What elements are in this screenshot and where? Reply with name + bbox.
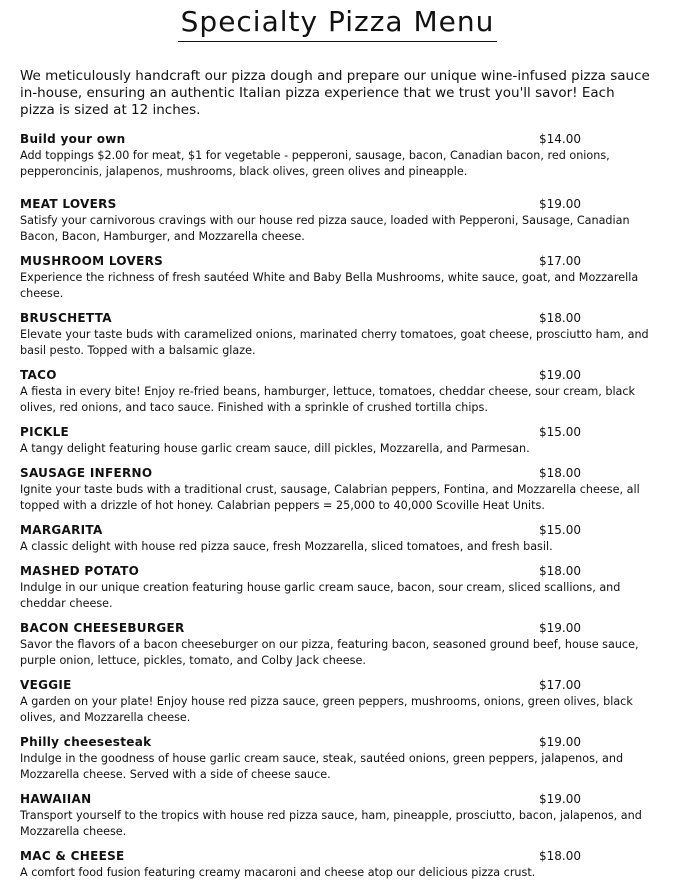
menu-item — [20, 423, 660, 457]
menu-item-name: HAWAIIAN — [20, 792, 92, 806]
menu-item-description: Elevate your taste buds with caramelized onions, marinated cherry tomatoes, goat cheese, prosciutto ham, and basil pesto. Topped with a balsamic glaze. — [20, 328, 649, 357]
menu-item — [20, 619, 660, 669]
menu-item-description: Indulge in our unique creation featuring house garlic cream sauce, bacon, sour cream, sliced scallions, and cheddar cheese. — [20, 581, 621, 610]
menu-item-name: MARGARITA — [20, 523, 103, 537]
menu-item-price: $17.00 — [539, 254, 581, 268]
menu-item-description: Transport yourself to the tropics with house red pizza sauce, ham, pineapple, prosciutto, bacon, jalapenos, and Mozzarella cheese. — [20, 809, 642, 838]
menu-item-price: $14.00 — [539, 132, 581, 146]
menu-item — [20, 847, 660, 881]
menu-item-description: Satisfy your carnivorous cravings with our house red pizza sauce, loaded with Pepperoni, Sausage, Canadian Bacon, Bacon, Hamburger, and Mozzarella cheese. — [20, 214, 630, 243]
menu-item-price: $19.00 — [539, 735, 581, 749]
menu-item-name: MEAT LOVERS — [20, 197, 117, 211]
menu-item-name: Build your own — [20, 132, 126, 146]
menu-item — [20, 521, 660, 555]
menu-item-price: $19.00 — [539, 792, 581, 806]
title-wrap — [0, 4, 675, 42]
menu-item-description: Add toppings $2.00 for meat, $1 for vegetable - pepperoni, sausage, bacon, Canadian bacon, red onions, pepperoncinis, jalapenos, mushrooms, black olives, green olives and pineapple. — [20, 149, 610, 178]
menu-item-description: Indulge in the goodness of house garlic cream sauce, steak, sautéed onions, green peppers, jalapenos, and Mozzarella cheese. Served with a side of cheese sauce. — [20, 752, 624, 781]
menu-item — [20, 309, 660, 359]
menu-item-name: VEGGIE — [20, 678, 72, 692]
menu-item-price: $18.00 — [539, 466, 581, 480]
menu-item-name: MAC & CHEESE — [20, 849, 125, 863]
menu-item — [20, 366, 660, 416]
menu-item-description: A garden on your plate! Enjoy house red pizza sauce, green peppers, mushrooms, onions, green olives, black olives, and Mozzarella cheese. — [20, 695, 633, 724]
menu-item — [20, 676, 660, 726]
menu-item-price: $19.00 — [539, 197, 581, 211]
menu-item-name: BACON CHEESEBURGER — [20, 621, 185, 635]
menu-item — [20, 733, 660, 783]
menu-item-name: BRUSCHETTA — [20, 311, 112, 325]
menu-item-name: SAUSAGE INFERNO — [20, 466, 153, 480]
menu-item-name: MASHED POTATO — [20, 564, 140, 578]
menu-item-description: A fiesta in every bite! Enjoy re-fried beans, hamburger, lettuce, tomatoes, cheddar cheese, sour cream, black olives, red onions, and taco sauce. Finished with a sprinkle of crushed tortilla chips. — [20, 385, 636, 414]
menu-item-price: $19.00 — [539, 621, 581, 635]
menu-item — [20, 130, 660, 180]
menu-item — [20, 790, 660, 840]
menu-item — [20, 562, 660, 612]
menu-item — [20, 252, 660, 302]
menu-item-price: $18.00 — [539, 849, 581, 863]
menu-item-description: A classic delight with house red pizza sauce, fresh Mozzarella, sliced tomatoes, and fresh basil. — [20, 540, 553, 553]
menu-item — [20, 464, 660, 514]
menu-item-price: $15.00 — [539, 523, 581, 537]
menu-item-name: TACO — [20, 368, 57, 382]
menu-item-name: MUSHROOM LOVERS — [20, 254, 164, 268]
menu-item — [20, 195, 660, 245]
menu-item-description: A tangy delight featuring house garlic cream sauce, dill pickles, Mozzarella, and Parmesan. — [20, 442, 530, 455]
menu-item-name: PICKLE — [20, 425, 70, 439]
menu-item-price: $18.00 — [539, 311, 581, 325]
menu-item-list — [20, 130, 660, 888]
menu-item-price: $19.00 — [539, 368, 581, 382]
intro-text: We meticulously handcraft our pizza dough and prepare our unique wine-infused pizza sauce in-house, ensuring an authentic Italian pizza experience that we trust you'll savor! Each pizza is sized at 12 inches. — [20, 68, 650, 118]
menu-item-description: Experience the richness of fresh sautéed White and Baby Bella Mushrooms, white sauce, goat, and Mozzarella cheese. — [20, 271, 639, 300]
menu-item-price: $15.00 — [539, 425, 581, 439]
page-title: Specialty Pizza Menu — [178, 4, 498, 42]
menu-item-description: Ignite your taste buds with a traditional crust, sausage, Calabrian peppers, Fontina, and Mozzarella cheese, all topped with a drizzle of hot honey. Calabrian peppers = 25,000 to 40,000 Scoville Heat Units. — [20, 483, 640, 512]
menu-item-price: $18.00 — [539, 564, 581, 578]
menu-item-description: Savor the flavors of a bacon cheeseburger on our pizza, featuring bacon, seasoned ground beef, house sauce, purple onion, lettuce, pickles, tomato, and Colby Jack cheese. — [20, 638, 639, 667]
menu-item-name: Philly cheesesteak — [20, 735, 152, 749]
menu-item-description: A comfort food fusion featuring creamy macaroni and cheese atop our delicious pizza crust. — [20, 866, 536, 879]
menu-item-price: $17.00 — [539, 678, 581, 692]
